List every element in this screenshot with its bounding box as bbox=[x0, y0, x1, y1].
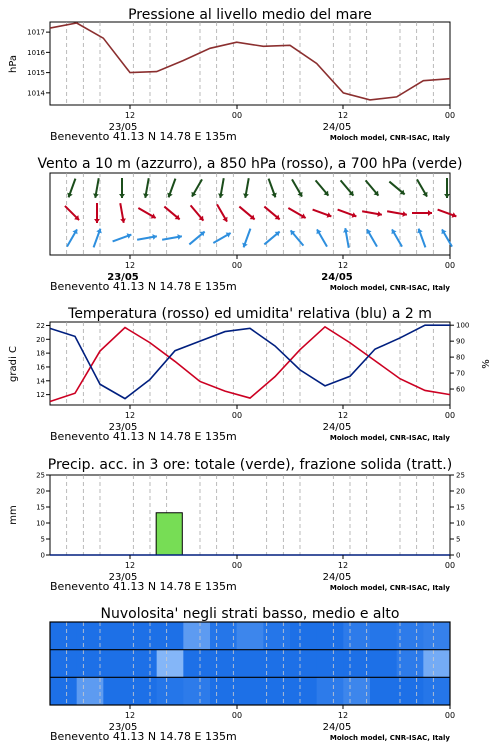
x-tick-label: 12 bbox=[337, 261, 349, 270]
wind-850-arrow bbox=[288, 208, 305, 219]
y-tick-label: 10 bbox=[36, 519, 45, 528]
y-tick-label: 1016 bbox=[27, 48, 45, 57]
x-date-label: 23/05 bbox=[108, 122, 138, 133]
cloud-cell bbox=[397, 677, 424, 705]
pressure-ylabel: hPa bbox=[8, 54, 19, 74]
cloud-cell bbox=[423, 622, 450, 650]
y-tick-label-right: 100 bbox=[456, 321, 470, 330]
wind-700-arrow bbox=[417, 179, 428, 196]
y-tick-label-right: 80 bbox=[456, 353, 465, 362]
cloud-cell bbox=[290, 622, 317, 650]
wind-700-arrow bbox=[389, 182, 404, 195]
x-date-label: 23/05 bbox=[108, 422, 138, 433]
wind-700-arrow bbox=[143, 178, 149, 198]
precip-panel bbox=[8, 457, 465, 593]
x-date-label: 23/05 bbox=[107, 272, 139, 283]
cloud-cell bbox=[263, 677, 290, 705]
wind-850-arrow bbox=[412, 210, 432, 216]
x-tick-label: 12 bbox=[124, 561, 136, 570]
x-tick-label: 12 bbox=[124, 261, 136, 270]
precip-ylabel: mm bbox=[8, 505, 19, 525]
location-label: Benevento 41.13 N 14.78 E 135m bbox=[50, 580, 237, 593]
wind-850-arrow bbox=[438, 210, 457, 218]
y-tick-label: 18 bbox=[36, 349, 45, 358]
cloud-cell bbox=[370, 622, 397, 650]
y-tick-label: 20 bbox=[36, 487, 45, 496]
location-label: Benevento 41.13 N 14.78 E 135m bbox=[50, 730, 237, 743]
y-tick-label: 14 bbox=[36, 377, 45, 386]
cloud-cell bbox=[50, 622, 77, 650]
model-credit: Moloch model, CNR-ISAC, Italy bbox=[329, 734, 450, 742]
wind-10m-arrow bbox=[366, 229, 377, 246]
wind-850-arrow bbox=[94, 203, 100, 223]
wind-700-arrow bbox=[316, 180, 329, 195]
wind-10m-arrow bbox=[189, 232, 204, 245]
model-credit: Moloch model, CNR-ISAC, Italy bbox=[329, 284, 450, 292]
wind-700-arrow bbox=[366, 180, 379, 195]
wind-10m-arrow bbox=[113, 233, 132, 241]
location-label: Benevento 41.13 N 14.78 E 135m bbox=[50, 280, 237, 293]
x-date-label: 23/05 bbox=[108, 722, 138, 733]
y-tick-label-right: 90 bbox=[456, 337, 465, 346]
cloud-cell bbox=[183, 622, 210, 650]
x-date-label: 24/05 bbox=[321, 272, 353, 283]
wind-10m-arrow bbox=[67, 229, 78, 246]
wind-850-arrow bbox=[387, 211, 407, 217]
wind-10m-arrow bbox=[242, 229, 250, 248]
x-tick-label: 12 bbox=[337, 711, 349, 720]
cloud-cell bbox=[263, 650, 290, 678]
wind-850-arrow bbox=[338, 210, 357, 218]
wind-10m-arrow bbox=[162, 234, 182, 240]
x-tick-label: 00 bbox=[444, 561, 456, 570]
cloud-cell bbox=[370, 650, 397, 678]
x-date-label: 24/05 bbox=[322, 722, 352, 733]
precip-bar bbox=[156, 513, 182, 555]
cloud-cell bbox=[50, 677, 77, 705]
humidity-line bbox=[50, 325, 450, 398]
cloud-cell bbox=[50, 650, 77, 678]
y-tick-label: 1017 bbox=[27, 28, 45, 37]
wind-850-arrow bbox=[120, 203, 126, 223]
cloud-cell bbox=[263, 622, 290, 650]
wind-700-arrow bbox=[167, 179, 175, 198]
x-tick-label: 00 bbox=[444, 711, 456, 720]
x-date-label: 23/05 bbox=[108, 572, 138, 583]
cloud-cell bbox=[397, 650, 424, 678]
model-credit: Moloch model, CNR-ISAC, Italy bbox=[329, 584, 450, 592]
wind-10m-arrow bbox=[94, 229, 102, 248]
temp-panel bbox=[8, 306, 492, 443]
model-credit: Moloch model, CNR-ISAC, Italy bbox=[329, 134, 450, 142]
pressure-panel bbox=[8, 7, 455, 143]
location-label: Benevento 41.13 N 14.78 E 135m bbox=[50, 430, 237, 443]
wind-10m-arrow bbox=[343, 228, 349, 248]
wind-10m-arrow bbox=[391, 229, 402, 246]
cloud-cell bbox=[130, 622, 157, 650]
y-tick-label-right: 70 bbox=[456, 369, 465, 378]
y-tick-label: 12 bbox=[36, 391, 45, 400]
wind-700-arrow bbox=[269, 179, 277, 198]
wind-700-arrow bbox=[243, 178, 249, 198]
wind-title: Vento a 10 m (azzurro), a 850 hPa (rosso), a 700 hPa (verde) bbox=[37, 156, 463, 172]
wind-850-arrow-head bbox=[428, 210, 432, 216]
cloud-cell bbox=[237, 622, 264, 650]
wind-850-arrow bbox=[362, 211, 382, 217]
x-tick-label: 00 bbox=[444, 411, 456, 420]
wind-850-arrow bbox=[239, 207, 254, 220]
precip-frame bbox=[50, 475, 450, 555]
cloud-cell bbox=[317, 677, 344, 705]
wind-700-arrow bbox=[119, 178, 125, 198]
cloud-cell bbox=[290, 650, 317, 678]
y-tick-label: 25 bbox=[36, 471, 45, 480]
cloud-cell bbox=[317, 622, 344, 650]
cloud-title: Nuvolosita' negli strati basso, medio e alto bbox=[100, 606, 400, 622]
cloud-cell bbox=[157, 622, 184, 650]
x-tick-label: 12 bbox=[337, 561, 349, 570]
wind-850-arrow bbox=[313, 210, 332, 218]
cloud-cell bbox=[290, 677, 317, 705]
x-date-label: 24/05 bbox=[322, 422, 352, 433]
cloud-cell bbox=[103, 622, 130, 650]
cloud-cell bbox=[157, 650, 184, 678]
pressure-frame bbox=[50, 22, 450, 105]
x-tick-label: 12 bbox=[337, 111, 349, 120]
x-tick-label: 12 bbox=[124, 411, 136, 420]
cloud-cell bbox=[423, 650, 450, 678]
wind-700-arrow-head bbox=[444, 194, 450, 198]
cloud-cell bbox=[423, 677, 450, 705]
x-date-label: 24/05 bbox=[322, 122, 352, 133]
cloud-cell bbox=[370, 677, 397, 705]
x-tick-label: 00 bbox=[231, 711, 243, 720]
cloud-cell bbox=[183, 650, 210, 678]
y-tick-label-right: 5 bbox=[456, 535, 461, 544]
temp-ylabel: gradi C bbox=[8, 346, 19, 382]
cloud-cell bbox=[317, 650, 344, 678]
wind-700-arrow bbox=[218, 178, 224, 198]
wind-700-arrow bbox=[341, 180, 354, 195]
cloud-cell bbox=[130, 650, 157, 678]
model-credit: Moloch model, CNR-ISAC, Italy bbox=[329, 434, 450, 442]
cloud-cell bbox=[237, 677, 264, 705]
y-tick-label-right: 20 bbox=[456, 487, 465, 496]
pressure-line bbox=[50, 23, 450, 100]
x-tick-label: 00 bbox=[231, 411, 243, 420]
wind-850-arrow bbox=[217, 204, 228, 221]
pressure-title: Pressione al livello medio del mare bbox=[128, 7, 372, 23]
y-tick-label: 0 bbox=[40, 551, 45, 560]
wind-700-arrow bbox=[93, 178, 99, 198]
x-tick-label: 00 bbox=[231, 561, 243, 570]
y-tick-label-right: 25 bbox=[456, 471, 465, 480]
cloud-cell bbox=[103, 677, 130, 705]
wind-700-arrow bbox=[67, 179, 75, 198]
y-tick-label-right: 10 bbox=[456, 519, 465, 528]
y-tick-label-right: 60 bbox=[456, 385, 465, 394]
wind-10m-arrow bbox=[213, 232, 230, 243]
humidity-ylabel: % bbox=[481, 359, 492, 369]
wind-frame bbox=[50, 173, 450, 255]
x-tick-label: 12 bbox=[124, 111, 136, 120]
wind-700-arrow-head bbox=[119, 194, 125, 198]
wind-700-arrow bbox=[191, 179, 202, 196]
x-tick-label: 00 bbox=[231, 261, 243, 270]
y-tick-label: 20 bbox=[36, 335, 45, 344]
wind-850-arrow-head bbox=[94, 219, 100, 223]
cloud-cell bbox=[397, 622, 424, 650]
cloud-cell bbox=[130, 677, 157, 705]
x-tick-label: 12 bbox=[124, 711, 136, 720]
wind-10m-arrow bbox=[291, 230, 304, 245]
wind-850-arrow bbox=[138, 208, 155, 219]
cloud-cell bbox=[183, 677, 210, 705]
x-tick-label: 00 bbox=[444, 261, 456, 270]
wind-10m-arrow bbox=[316, 229, 327, 246]
cloud-cell bbox=[237, 650, 264, 678]
y-tick-label: 1014 bbox=[27, 89, 45, 98]
wind-10m-arrow bbox=[417, 229, 425, 248]
wind-10m-arrow bbox=[137, 234, 157, 240]
location-label: Benevento 41.13 N 14.78 E 135m bbox=[50, 130, 237, 143]
wind-700-arrow bbox=[444, 178, 450, 198]
y-tick-label-right: 15 bbox=[456, 503, 465, 512]
cloud-cell bbox=[103, 650, 130, 678]
wind-panel bbox=[37, 156, 462, 293]
precip-title: Precip. acc. in 3 ore: totale (verde), frazione solida (tratt.) bbox=[47, 457, 453, 473]
y-tick-label: 22 bbox=[36, 321, 45, 330]
y-tick-label: 16 bbox=[36, 363, 45, 372]
wind-700-arrow bbox=[292, 179, 303, 196]
x-tick-label: 00 bbox=[444, 111, 456, 120]
cloud-cell bbox=[157, 677, 184, 705]
y-tick-label: 1015 bbox=[27, 69, 45, 78]
cloud-panel bbox=[50, 606, 455, 743]
temp-frame bbox=[50, 322, 450, 405]
x-tick-label: 00 bbox=[231, 111, 243, 120]
wind-850-arrow bbox=[191, 205, 204, 220]
y-tick-label-right: 0 bbox=[456, 551, 461, 560]
y-tick-label: 15 bbox=[36, 503, 45, 512]
x-date-label: 24/05 bbox=[322, 572, 352, 583]
temp-title: Temperatura (rosso) ed umidita' relativa (blu) a 2 m bbox=[68, 306, 432, 322]
x-tick-label: 12 bbox=[337, 411, 349, 420]
y-tick-label: 5 bbox=[40, 535, 45, 544]
